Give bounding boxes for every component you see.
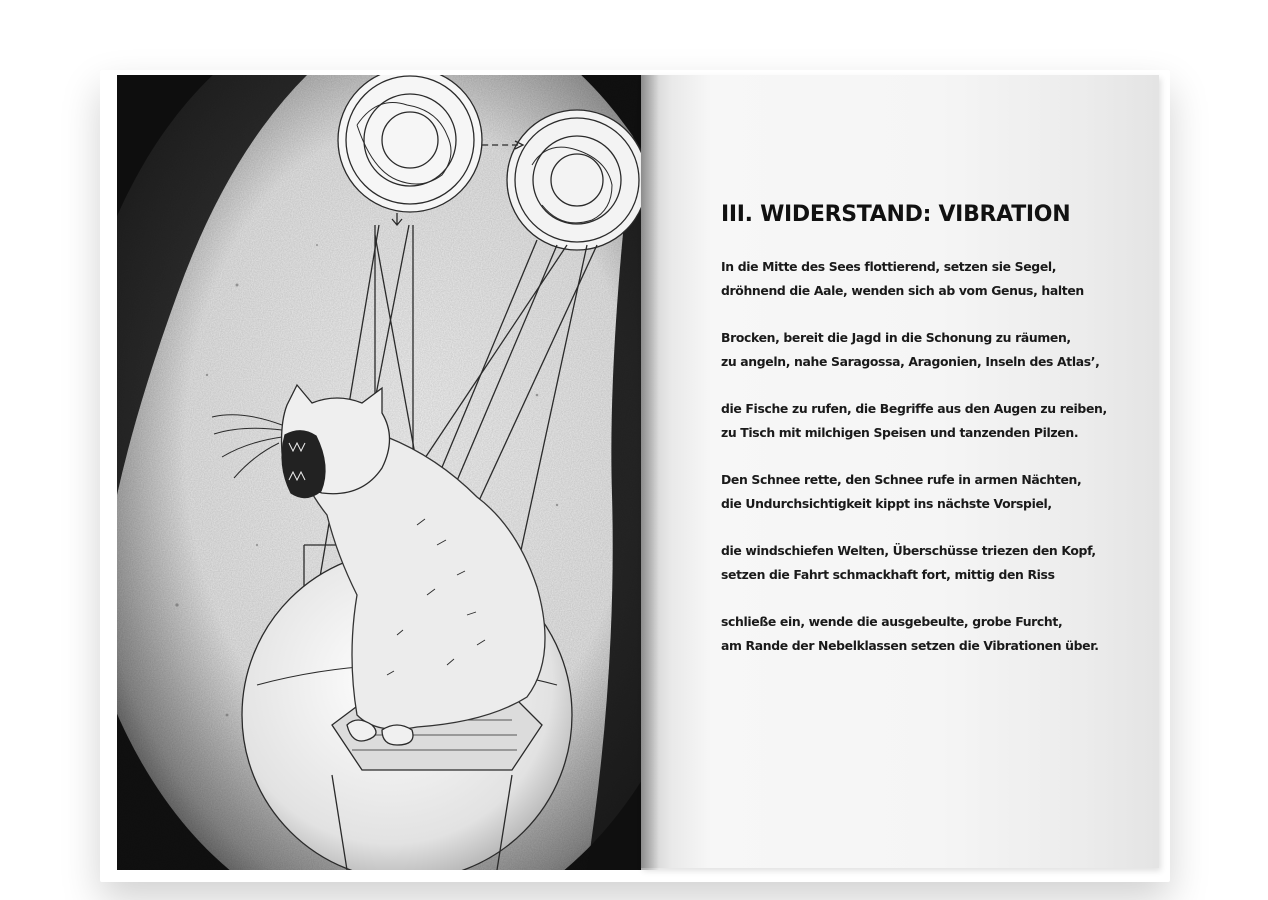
right-page-text [641,75,1159,868]
verse-line: die windschiefen Welten, Überschüsse triezen den Kopf, [721,543,1096,558]
verse-line: schließe ein, wende die ausgebeulte, grobe Furcht, [721,614,1063,629]
verse-line: zu angeln, nahe Saragossa, Aragonien, Inseln des Atlas’, [721,354,1100,369]
stanza-6 [721,610,1099,658]
verse-line: setzen die Fahrt schmackhaft fort, mittig den Riss [721,567,1055,582]
book-gutter-shadow [641,75,659,870]
stanza-4 [721,468,1081,516]
verse-line: am Rande der Nebelklassen setzen die Vibrationen über. [721,638,1099,653]
verse-line: die Fische zu rufen, die Begriffe aus den Augen zu reiben, [721,401,1107,416]
stanza-1 [721,255,1084,303]
verse-line: Brocken, bereit die Jagd in die Schonung zu räumen, [721,330,1071,345]
poem-title: III. WIDERSTAND: VIBRATION [721,202,1071,227]
stanza-5 [721,539,1096,587]
verse-line: zu Tisch mit milchigen Speisen und tanzenden Pilzen. [721,425,1079,440]
cat-globe-drawing [117,75,641,870]
verse-line: In die Mitte des Sees flottierend, setzen sie Segel, [721,259,1057,274]
stanza-3 [721,397,1107,445]
verse-line: dröhnend die Aale, wenden sich ab vom Genus, halten [721,283,1084,298]
left-page-illustration [117,75,641,870]
verse-line: die Undurchsichtigkeit kippt ins nächste Vorspiel, [721,496,1052,511]
verse-line: Den Schnee rette, den Schnee rufe in armen Nächten, [721,472,1082,487]
stanza-2 [721,326,1100,374]
